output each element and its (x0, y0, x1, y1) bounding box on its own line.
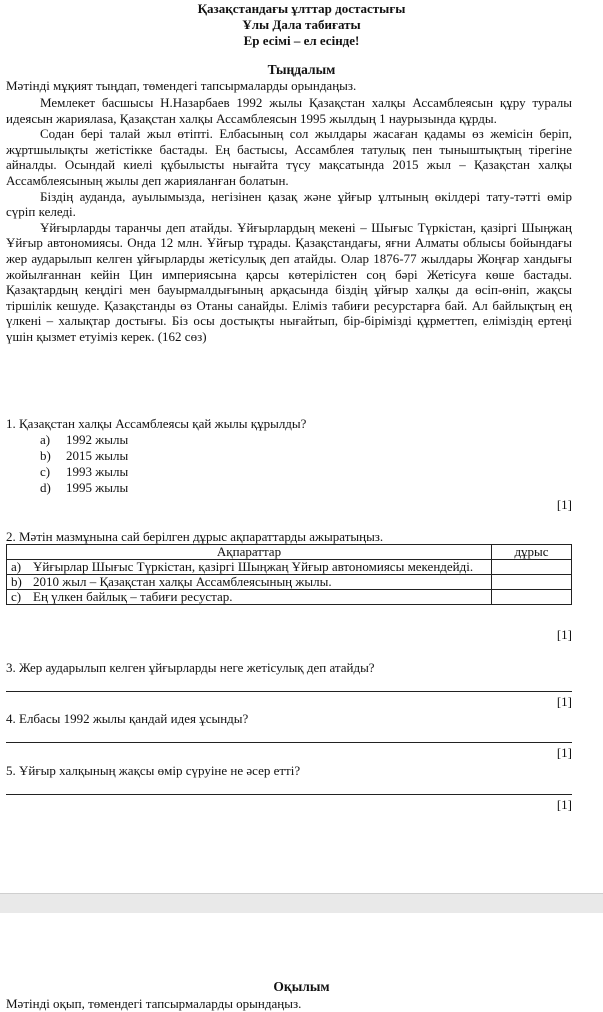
table-row (7, 560, 572, 575)
question-5-text: 5. Ұйғыр халқының жақсы өмір сүруіне не әсер етті? (6, 763, 301, 778)
paragraph-3: Біздің ауданда, ауылымызда, негізінен қазақ және ұйғыр ұлтының өкілдері тату-тәтті өмір сүріп келеді. (6, 188, 572, 220)
answer-cell[interactable] (492, 590, 572, 605)
section-instruction: Мәтінді мұқият тыңдап, төмендегі тапсырмаларды орындаңыз. (6, 78, 357, 93)
answer-line-3[interactable] (6, 691, 572, 692)
question-4-mark: [1] (556, 745, 572, 760)
paragraph-4: Ұйғырларды таранчы деп атайды. Ұйғырлардың мекені – Шығыс Түркістан, қазіргі Шыңжаң Ұйғыр автономиясы. Онда 12 млн. Ұйғыр тұрады. Қазақстандағы, яғни Алматы облысы бойындағы жер аударылып келген ұйғырларды жетісулық деп атайды. Олар 1876-77 жылдары Жоңғар хандығы жойылғаннан кейін Цин империясына қарсы көтерілістен соң бәрі Жетісуға көше бастады. Қазақтардың кеңдігі мен бауырмалдығының арқасында біздің ұйғыр халқы да өсіп-өніп, жақсы тіршілік кешуде. Қазақстанды өз Отаны санайды. Еліміз табиғи ресурстарға бай. Ал байлықтың ең үлкені – халықтар достығы. Біз осы достықты нығайтып, бір-бірімізді құрметтеп, еліміздің ертеңі үшін қызмет етуіміз керек. (162 сөз) (6, 219, 572, 344)
question-2-mark: [1] (556, 627, 572, 642)
reading-instruction: Мәтінді оқып, төмендегі тапсырмаларды орындаңыз. (6, 996, 302, 1011)
table-cell-statement: a) Ұйғырлар Шығыс Түркістан, қазіргі Шыңжаң Ұйғыр автономиясы мекендейді. (7, 560, 492, 575)
table-header-info: Ақпараттар (7, 545, 492, 560)
option-a[interactable]: a) 1992 жылы (40, 432, 129, 447)
reading-section-title: Оқылым (273, 979, 330, 994)
question-2-table (6, 544, 572, 605)
page-gap (0, 893, 603, 914)
table-row (7, 590, 572, 605)
question-3-text: 3. Жер аударылып келген ұйғырларды неге жетісулық деп атайды? (6, 660, 375, 675)
question-1 (6, 416, 572, 496)
question-1-mark: [1] (556, 497, 572, 512)
page-header (0, 0, 603, 48)
question-2-text: 2. Мәтін мазмұнына сай берілген дұрыс ақпараттарды ажыратыңыз. (6, 529, 384, 544)
answer-line-4[interactable] (6, 742, 572, 743)
listening-text (6, 95, 572, 345)
header-line-3: Ер есімі – ел есінде! (243, 33, 360, 48)
answer-cell[interactable] (492, 575, 572, 590)
table-header-correct: дұрыс (492, 545, 572, 560)
section-title: Тыңдалым (267, 62, 336, 77)
answer-line-5[interactable] (6, 794, 572, 795)
worksheet-page-2 (0, 913, 603, 1011)
option-c[interactable]: c) 1993 жылы (40, 464, 129, 479)
paragraph-1: Мемлекет басшысы Н.Назарбаев 1992 жылы Қазақстан халқы Ассамблеясын құру туралы идеясын жариялаѕа, Қазақстан халқы Ассамблеясын 1995 жылдың 1 наурызында құрды. (6, 95, 572, 126)
question-3-mark: [1] (556, 694, 572, 709)
option-b[interactable]: b) 2015 жылы (40, 448, 129, 463)
header-line-1: Қазақстандағы ұлттар достастығы (197, 1, 406, 16)
option-d[interactable]: d) 1995 жылы (40, 480, 129, 495)
table-cell-statement: c) Ең үлкен байлық – табиғи ресустар. (7, 590, 492, 605)
answer-cell[interactable] (492, 560, 572, 575)
question-4-text: 4. Елбасы 1992 жылы қандай идея ұсынды? (6, 711, 249, 726)
paragraph-2: Содан бері талай жыл өтіпті. Елбасының сол жылдары жасаған қадамы өз жемісін беріп, жұртшылықты жетістікке бастады. Ең бастысы, Ассамблея татулық пен тыныштықтың тірегіне айналды. Осындай киелі құбылысты нығайта түсу мақсатында 2015 жыл – Қазақстан халқы Ассамблеясының жылы деп жарияланған болатын. (6, 126, 572, 188)
question-1-text: 1. Қазақстан халқы Ассамблеясы қай жылы құрылды? (6, 416, 307, 431)
question-1-options (40, 432, 572, 496)
header-line-2: Ұлы Дала табиғаты (242, 17, 361, 32)
table-row (7, 575, 572, 590)
table-cell-statement: b) 2010 жыл – Қазақстан халқы Ассамблеясының жылы. (7, 575, 492, 590)
question-5-mark: [1] (556, 797, 572, 812)
